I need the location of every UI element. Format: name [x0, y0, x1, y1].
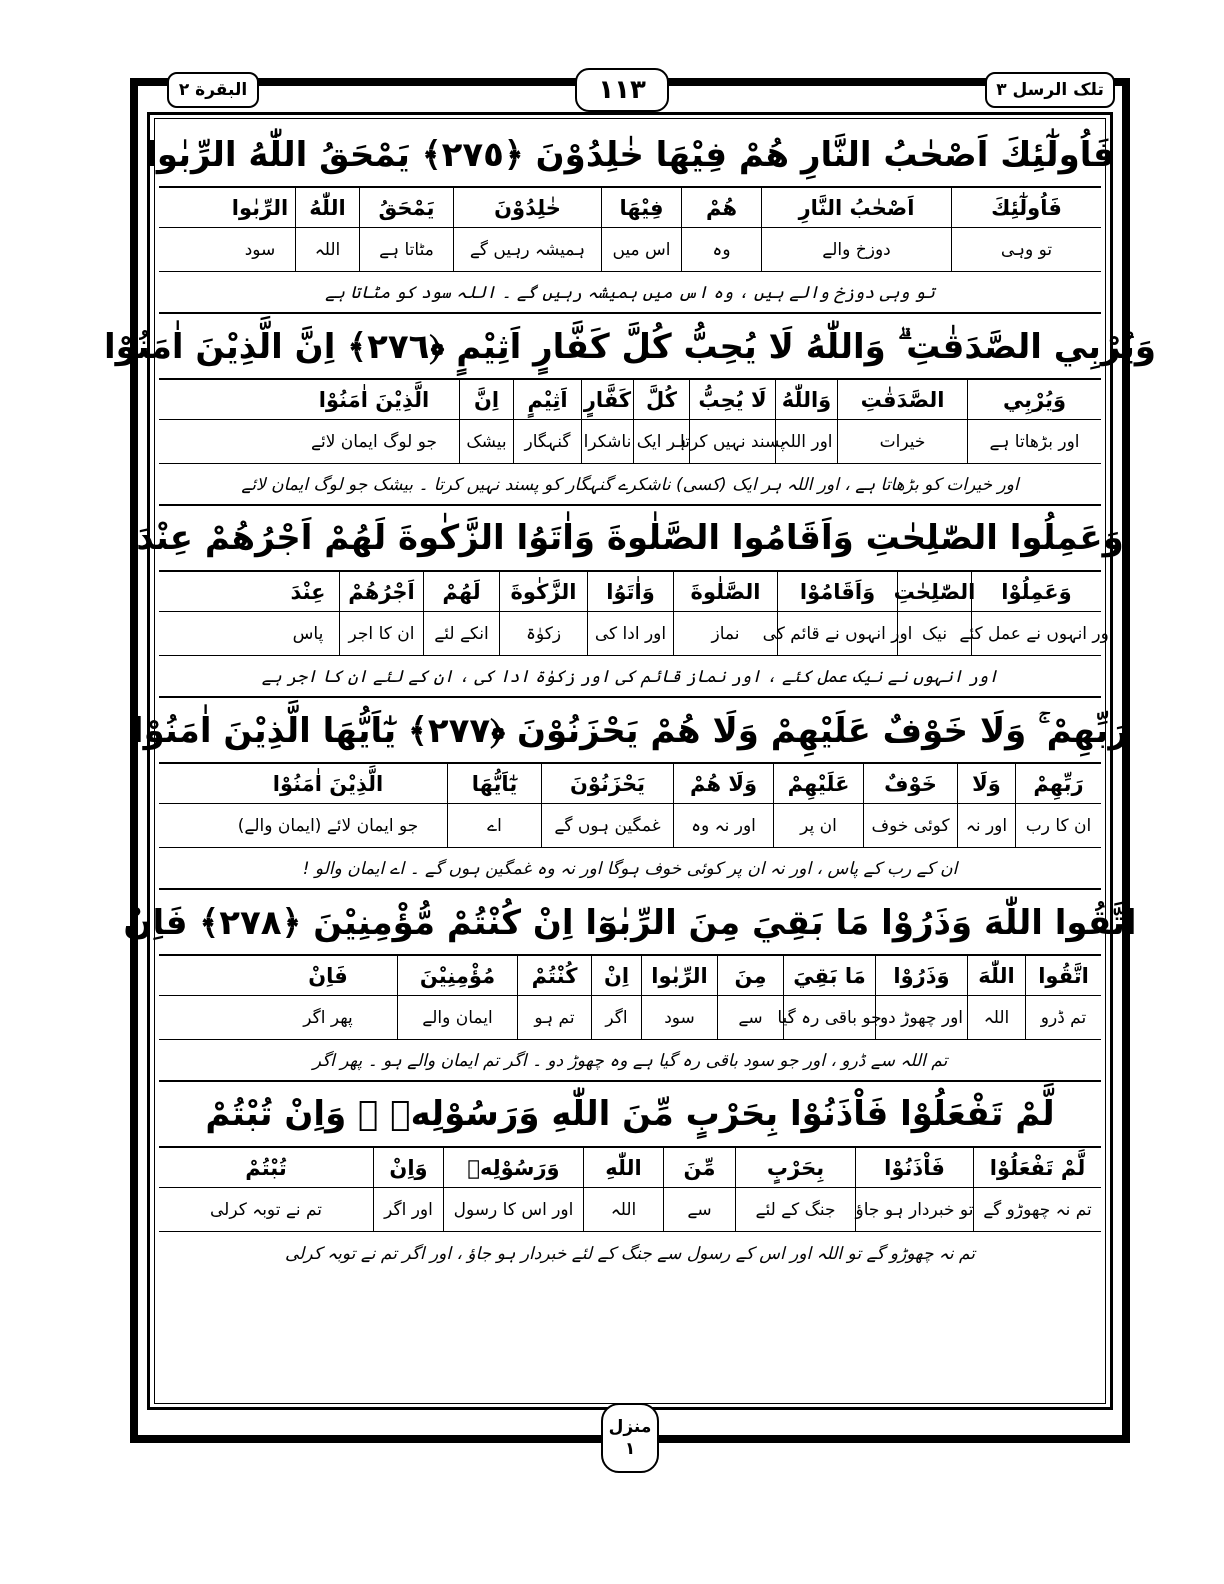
- word-arabic-cell: وَاِنْ: [373, 1148, 443, 1187]
- word-arabic-row: [159, 764, 1101, 804]
- verse-block: [136, 506, 1124, 698]
- word-meaning-cell: ہر ایک: [633, 420, 689, 463]
- word-arabic-cell: لَهُمْ: [423, 572, 499, 611]
- word-arabic-cell: الصّٰلِحٰتِ: [897, 572, 971, 611]
- word-meaning-cell: انکے لئے: [423, 612, 499, 655]
- word-arabic-cell: اَصْحٰبُ النَّارِ: [761, 188, 951, 227]
- word-meaning-cell: تو خبردار ہو جاؤ: [855, 1188, 973, 1231]
- word-arabic-cell: عِنْدَ: [290, 579, 326, 604]
- word-meaning-cell: جو لوگ ایمان لائے: [311, 432, 438, 452]
- word-meaning-cell: ان کا اجر: [339, 612, 423, 655]
- word-arabic-cell: وَعَمِلُوْا: [971, 572, 1101, 611]
- manzil-number: ١: [624, 1439, 636, 1459]
- word-meaning-cell: نیک: [897, 612, 971, 655]
- verse-block: [145, 122, 1115, 314]
- word-arabic-cell: فَاْذَنُوْا: [855, 1148, 973, 1187]
- word-arabic-cell: يَحْزَنُوْنَ: [541, 764, 673, 803]
- word-meaning-cell: تم ڈرو: [1025, 996, 1101, 1039]
- word-meaning-cell: سود: [641, 996, 717, 1039]
- word-meaning-cell: گنہگار: [513, 420, 581, 463]
- arabic-verse-line: فَاُولٰٓئِكَ اَصْحٰبُ النَّارِ هُمْ فِيْهَا خٰلِدُوْنَ ﴿٢٧٥﴾ يَمْحَقُ اللّٰهُ الرِّبٰوا: [159, 122, 1101, 188]
- urdu-translation-line: تم نہ چھوڑو گے تو اللہ اور اس کے رسول سے جنگ کے لئے خبردار ہو جاؤ ، اور اگر تم نے توبہ کرلی: [284, 1243, 976, 1264]
- word-meaning-cell: ناشکرا: [581, 420, 633, 463]
- word-arabic-cell: فِيْهَا: [601, 188, 681, 227]
- juz-name-label: تلک الرسل ٣: [985, 72, 1115, 108]
- word-arabic-cell: لَّمْ تَفْعَلُوْا: [973, 1148, 1101, 1187]
- word-meaning-cell: پاس: [292, 623, 324, 644]
- word-arabic-cell: وَاللّٰهُ: [775, 380, 837, 419]
- word-arabic-cell: اَجْرُهُمْ: [339, 572, 423, 611]
- manzil-badge: [601, 1403, 659, 1473]
- urdu-translation-line: تو وہی دوزخ والے ہیں ، وہ اس میں ہمیشہ رہیں گے ۔ اللہ سود کو مٹاتا ہے: [159, 272, 1101, 314]
- word-meaning-cell: تم نہ چھوڑو گے: [973, 1188, 1101, 1231]
- arabic-verse-line: لَّمْ تَفْعَلُوْا فَاْذَنُوْا بِحَرْبٍ مِّنَ اللّٰهِ وَرَسُوْلِهٖ ۚ وَاِنْ تُبْتُمْ: [159, 1082, 1101, 1148]
- word-arabic-cell: الصَّدَقٰتِ: [837, 380, 967, 419]
- word-arabic-cell: الزَّكٰوةَ: [499, 572, 587, 611]
- word-arabic-cell: رَبِّهِمْ: [1015, 764, 1101, 803]
- word-meaning-cell: ان پر: [773, 804, 863, 847]
- word-arabic-cell: الصَّلٰوةَ: [673, 572, 777, 611]
- urdu-translation-line: اور انہوں نے نیک عمل کئے ، اور نماز قائم کی اور زکوٰۃ ادا کی ، ان کے لئے ان کا اجر ہے: [159, 656, 1101, 698]
- word-arabic-cell: وَاٰتَوُا: [587, 572, 673, 611]
- word-arabic-cell: اَثِيْمٍ: [513, 380, 581, 419]
- word-arabic-cell: لَا يُحِبُّ: [689, 380, 775, 419]
- word-meaning-cell: اور ادا کی: [587, 612, 673, 655]
- word-arabic-cell: يٰٓاَيُّهَا: [447, 764, 541, 803]
- word-meaning-cell: سود: [244, 239, 276, 260]
- word-meaning-cell: اور انہوں نے عمل کئے: [971, 612, 1101, 655]
- word-arabic-cell: الرِّبٰوا: [641, 956, 717, 995]
- urdu-translation-line: اور خیرات کو بڑھاتا ہے ، اور اللہ ہر ایک (کسی) ناشکرے گنہگار کو پسند نہیں کرتا ۔ بیشک جو لوگ ایمان لائے: [159, 464, 1101, 506]
- verse-block: [123, 890, 1137, 1082]
- word-meaning-cell: اس میں: [601, 228, 681, 271]
- word-arabic-row: [159, 956, 1101, 996]
- word-meaning-cell: کوئی خوف: [863, 804, 957, 847]
- word-arabic-cell: كَفَّارٍ: [581, 380, 633, 419]
- word-arabic-cell: وَاَقَامُوْا: [777, 572, 897, 611]
- arabic-verse-line: وَعَمِلُوا الصّٰلِحٰتِ وَاَقَامُوا الصَّلٰوةَ وَاٰتَوُا الزَّكٰوةَ لَهُمْ اَجْرُهُمْ عِنْدَ: [159, 506, 1101, 572]
- word-meaning-cell: مٹاتا ہے: [359, 228, 453, 271]
- word-meaning-cell: اے: [447, 804, 541, 847]
- word-arabic-cell: كُلَّ: [633, 380, 689, 419]
- word-meaning-cell: جنگ کے لئے: [735, 1188, 855, 1231]
- word-urdu-row: [159, 420, 1101, 464]
- word-arabic-cell: اللّٰهُ: [295, 188, 359, 227]
- word-meaning-cell: غمگین ہوں گے: [541, 804, 673, 847]
- word-arabic-cell: هُمْ: [681, 188, 761, 227]
- word-meaning-cell: اللہ: [967, 996, 1025, 1039]
- word-arabic-row: [159, 380, 1101, 420]
- word-meaning-cell: اور نہ وہ: [673, 804, 773, 847]
- word-arabic-cell: يَمْحَقُ: [359, 188, 453, 227]
- word-arabic-cell: اِنَّ: [459, 380, 513, 419]
- word-urdu-row: [159, 804, 1101, 848]
- word-arabic-cell: اللّٰهِ: [583, 1148, 663, 1187]
- word-arabic-cell: خٰلِدُوْنَ: [453, 188, 601, 227]
- word-arabic-cell: تُبْتُمْ: [245, 1155, 287, 1180]
- word-meaning-cell: اور اس کا رسول: [443, 1188, 583, 1231]
- word-arabic-cell: مَا بَقِيَ: [783, 956, 875, 995]
- word-meaning-cell: خیرات: [837, 420, 967, 463]
- word-arabic-cell: اتَّقُوا: [1025, 956, 1101, 995]
- manzil-label: منزل: [608, 1417, 652, 1437]
- word-arabic-cell: بِحَرْبٍ: [735, 1148, 855, 1187]
- arabic-verse-line: اتَّقُوا اللّٰهَ وَذَرُوْا مَا بَقِيَ مِنَ الرِّبٰوٓا اِنْ كُنْتُمْ مُّؤْمِنِيْنَ ﴿٢٧٨﴾ فَاِنْ: [159, 890, 1101, 956]
- word-meaning-cell: تو وہی: [951, 228, 1101, 271]
- word-meaning-cell: تم نے توبہ کرلی: [210, 1200, 322, 1220]
- word-meaning-cell: اور اگر: [373, 1188, 443, 1231]
- verse-block: [131, 698, 1129, 890]
- word-arabic-row: [159, 1148, 1101, 1188]
- word-meaning-cell: اگر: [591, 996, 641, 1039]
- word-arabic-cell: مُؤْمِنِيْنَ: [397, 956, 517, 995]
- word-arabic-cell: خَوْفٌ: [863, 764, 957, 803]
- word-arabic-cell: مِنَ: [717, 956, 783, 995]
- word-meaning-cell: سے: [717, 996, 783, 1039]
- urdu-translation-line: تم اللہ سے ڈرو ، اور جو سود باقی رہ گیا ہے وہ چھوڑ دو ۔ اگر تم ایمان والے ہو ۔ پھر اگر: [159, 1040, 1101, 1082]
- word-meaning-cell: تم ہو: [517, 996, 591, 1039]
- word-arabic-cell: الرِّبٰوا: [231, 195, 289, 220]
- word-meaning-cell: اور بڑھاتا ہے: [967, 420, 1101, 463]
- word-arabic-cell: وَيُرْبِي: [967, 380, 1101, 419]
- word-arabic-cell: فَاِنْ: [308, 963, 348, 988]
- word-urdu-row: [159, 996, 1101, 1040]
- urdu-translation-line: ان کے رب کے پاس ، اور نہ ان پر کوئی خوف ہوگا اور نہ وہ غمگین ہوں گے ۔ اے ایمان والو !: [159, 848, 1101, 890]
- word-meaning-cell: ایمان والے: [397, 996, 517, 1039]
- word-meaning-cell: بیشک: [459, 420, 513, 463]
- word-arabic-cell: وَرَسُوْلِهٖ: [443, 1148, 583, 1187]
- page-number: ١١٣: [575, 68, 669, 112]
- word-meaning-cell: پسند نہیں کرتا: [689, 420, 775, 463]
- verse-block: [159, 1082, 1101, 1274]
- word-arabic-row: [159, 188, 1101, 228]
- word-meaning-cell: وہ: [681, 228, 761, 271]
- word-meaning-cell: اور انہوں نے قائم کی: [777, 612, 897, 655]
- word-arabic-cell: عَلَيْهِمْ: [773, 764, 863, 803]
- word-urdu-row: [159, 612, 1114, 656]
- word-arabic-row: [159, 572, 1101, 612]
- word-meaning-cell: اللہ: [295, 228, 359, 271]
- word-arabic-cell: الَّذِيْنَ اٰمَنُوْا: [272, 771, 384, 796]
- word-meaning-cell: دوزخ والے: [761, 228, 951, 271]
- word-arabic-cell: كُنْتُمْ: [517, 956, 591, 995]
- word-meaning-cell: سے: [663, 1188, 735, 1231]
- word-meaning-cell: اور اللہ: [775, 420, 837, 463]
- word-arabic-cell: الَّذِيْنَ اٰمَنُوْا: [318, 387, 430, 412]
- word-urdu-row: [159, 1188, 1101, 1232]
- word-meaning-cell: اور نہ: [957, 804, 1015, 847]
- verse-block: [104, 314, 1156, 506]
- quran-content: [104, 122, 1156, 1274]
- arabic-verse-line: وَيُرْبِي الصَّدَقٰتِ ۗ وَاللّٰهُ لَا يُحِبُّ كُلَّ كَفَّارٍ اَثِيْمٍ ﴿٢٧٦﴾ اِنَّ الَّذِيْنَ اٰمَنُوْا: [159, 314, 1101, 380]
- word-meaning-cell: جو ایمان لائے (ایمان والے): [237, 816, 419, 836]
- word-arabic-cell: اِنْ: [591, 956, 641, 995]
- word-arabic-cell: فَاُولٰٓئِكَ: [951, 188, 1101, 227]
- word-urdu-row: [159, 228, 1101, 272]
- word-meaning-cell: نماز: [673, 612, 777, 655]
- word-meaning-cell: اور چھوڑ دو: [875, 996, 967, 1039]
- surah-name-label: البقرة ٢: [167, 72, 259, 108]
- word-arabic-cell: مِّنَ: [663, 1148, 735, 1187]
- word-meaning-cell: زکوٰۃ: [499, 612, 587, 655]
- arabic-verse-line: رَبِّهِمْ ۚ وَلَا خَوْفٌ عَلَيْهِمْ وَلَا هُمْ يَحْزَنُوْنَ ﴿٢٧٧﴾ يٰٓاَيُّهَا الَّذِيْنَ اٰمَنُوْا: [159, 698, 1101, 764]
- word-arabic-cell: وَذَرُوْا: [875, 956, 967, 995]
- word-meaning-cell: جو باقی رہ گیا: [783, 996, 875, 1039]
- word-meaning-cell: ہمیشہ رہیں گے: [453, 228, 601, 271]
- word-meaning-cell: اللہ: [583, 1188, 663, 1231]
- word-arabic-cell: وَلَا: [957, 764, 1015, 803]
- word-arabic-cell: وَلَا هُمْ: [673, 764, 773, 803]
- word-arabic-cell: اللّٰهَ: [967, 956, 1025, 995]
- word-meaning-cell: ان کا رب: [1015, 804, 1101, 847]
- word-meaning-cell: پھر اگر: [303, 1007, 353, 1028]
